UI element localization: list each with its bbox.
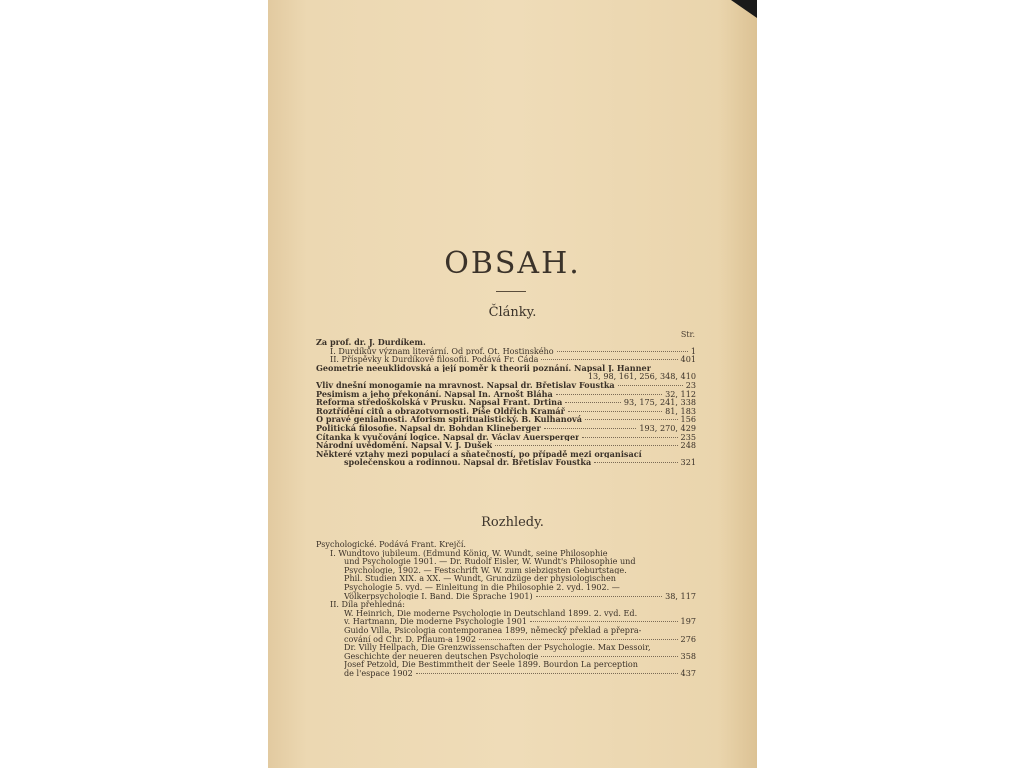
toc-entry-text: společenskou a rodinnou. Napsal dr. Břetislav Foustka — [344, 458, 592, 467]
dot-leader — [541, 359, 677, 360]
toc-entry — [316, 557, 696, 566]
toc-page-number: 93, 175, 241, 338 — [623, 397, 696, 408]
dot-leader — [618, 385, 683, 386]
page-column-label: Str. — [680, 330, 695, 339]
dot-leader — [556, 394, 662, 395]
dot-leader — [594, 462, 677, 463]
toc-entry — [316, 617, 696, 626]
toc-entry-text: I. Durdíkův význam literární. Od prof. Ot. Hostinského — [330, 346, 554, 356]
toc-entry-text: II. Díla přehledná: — [330, 600, 405, 609]
toc-entry — [316, 372, 696, 381]
toc-entry — [316, 355, 696, 364]
toc-entry — [316, 626, 696, 635]
page-title: OBSAH. — [444, 246, 581, 281]
toc-entry — [316, 669, 696, 678]
toc-page-number: 358 — [680, 650, 696, 661]
toc-page-number: 401 — [680, 354, 696, 365]
toc-entry-text: Reforma středoškolská v Prusku. Napsal Frant. Drtina — [316, 398, 563, 407]
toc-entry — [316, 407, 696, 416]
toc-entry-text: O pravé genialnosti. Aforism spiritualistický. B. Kulhanová — [316, 415, 582, 424]
toc-entry — [316, 660, 696, 669]
toc-entry-text: Za prof. dr. J. Durdíkem. — [316, 338, 426, 347]
toc-page-number: 197 — [680, 616, 696, 627]
toc-page-number: 1 — [690, 345, 696, 356]
book-page — [268, 0, 757, 768]
toc-entry-text: Josef Petzold, Die Bestimmtheit der Seele 1899. Bourdon La perception — [344, 660, 639, 669]
toc-entry — [316, 398, 696, 407]
toc-entry-text: W. Heinrich, Die moderne Psychologie in Deutschland 1899. 2. vyd. Ed. — [344, 608, 638, 618]
dot-leader — [565, 402, 621, 403]
toc-entry — [316, 609, 696, 618]
section-heading-rozhledy: Rozhledy. — [481, 515, 544, 530]
toc-entry-text: cování od Chr. D. Pflaum-a 1902 — [344, 634, 476, 644]
toc-page-number: 32, 112 — [665, 388, 696, 399]
toc-page-number: 437 — [680, 667, 696, 678]
toc-entry — [316, 347, 696, 356]
toc-entry-text: Geschichte der neueren deutschen Psychologie — [344, 651, 539, 661]
toc-entry-text: Dr. Villy Hellpach, Die Grenzwissenschaften der Psychologie. Max Dessoir, — [344, 643, 651, 652]
toc-entry — [316, 583, 696, 592]
toc-entry-text: Guido Villa, Psicologia contemporanea 1899, německý překlad a přepra- — [344, 625, 642, 635]
torn-corner — [731, 0, 757, 18]
toc-entry-text: Politická filosofie. Napsal dr. Bohdan Klineberger — [316, 423, 541, 433]
toc-page-number: 276 — [680, 633, 696, 644]
toc-entry-text: Vliv dnešní monogamie na mravnost. Napsal dr. Břetislav Foustka — [316, 380, 615, 390]
toc-entry — [316, 566, 696, 575]
dot-leader — [479, 639, 678, 640]
toc-entry-text: Čítanka k vyučování logice. Napsal dr. Václav Auersperger — [316, 432, 580, 442]
toc-entry-text: de l'espace 1902 — [344, 668, 413, 678]
toc-entry — [316, 381, 696, 390]
toc-page-number: 156 — [680, 414, 696, 425]
toc-page-number: 248 — [680, 440, 696, 451]
dot-leader — [585, 419, 678, 420]
toc-entry — [316, 643, 696, 652]
dot-leader — [530, 621, 678, 622]
dot-leader — [495, 445, 677, 446]
toc-entry-text: Geometrie neeuklidovská a její poměr k theorii poznání. Napsal J. Hanner — [316, 363, 651, 373]
dot-leader — [536, 596, 662, 597]
toc-entry — [316, 441, 696, 450]
dot-leader — [416, 673, 678, 674]
toc-entry — [316, 592, 696, 601]
dot-leader — [557, 351, 688, 352]
toc-entry — [316, 635, 696, 644]
toc-entry-text: Psychologické. Podává Frant. Krejčí. — [316, 540, 466, 549]
dot-leader — [568, 411, 662, 412]
title-underline — [496, 291, 526, 292]
toc-entry — [316, 450, 696, 459]
dot-leader — [582, 437, 677, 438]
toc-entry — [316, 540, 696, 549]
dot-leader — [541, 656, 677, 657]
toc-entry — [316, 433, 696, 442]
toc-entry — [316, 338, 696, 347]
toc-page-number: 23 — [685, 379, 696, 390]
toc-entry-text: Některé vztahy mezi populací a sňatečností, po případě mezi organisací — [316, 449, 642, 459]
toc-entry — [316, 549, 696, 558]
reviews-list — [316, 540, 696, 678]
toc-entry — [316, 652, 696, 661]
toc-page-number: 235 — [680, 431, 696, 442]
toc-entry-text: v. Hartmann, Die moderne Psychologie 1901 — [344, 617, 528, 626]
toc-entry-text: Völkerpsychologie I. Band. Die Sprache 1901) — [344, 591, 533, 601]
toc-entry — [316, 600, 696, 609]
toc-entry-text: I. Wundtovo jubileum. (Edmund König, W. Wundt, seine Philosophie — [330, 548, 608, 558]
toc-page-number: 321 — [680, 457, 696, 468]
toc-entry-text: Psychologie, 1902. — Festschrift W. W. zum siebzigsten Geburtstage. — [344, 565, 627, 575]
toc-entry-text: Roztřídění citů a obrazotvornosti. Píše Oldřich Kramář — [316, 406, 565, 416]
toc-entry — [316, 458, 696, 467]
articles-list — [316, 338, 696, 467]
section-heading-clanky: Články. — [488, 305, 537, 320]
toc-entry-text: Pesimism a jeho překonání. Napsal In. Arnošt Bláha — [316, 389, 553, 399]
toc-entry-text: Národní uvědomění. Napsal V. J. Dušek — [316, 441, 493, 450]
toc-entry — [316, 574, 696, 583]
toc-page-number: 81, 183 — [665, 405, 696, 416]
toc-page-number: 38, 117 — [665, 590, 696, 601]
toc-entry — [316, 424, 696, 433]
toc-entry-text: II. Příspěvky k Durdíkově filosofii. Podává Fr. Čáda — [330, 355, 539, 364]
dot-leader — [544, 428, 637, 429]
toc-page-number: 13, 98, 161, 256, 348, 410 — [587, 371, 696, 382]
toc-page-number: 193, 270, 429 — [639, 422, 696, 433]
toc-entry-text: Phil. Studien XIX. a XX. — Wundt, Grundzüge der physiologischen — [344, 574, 617, 583]
toc-entry-text: Psychologie 5. vyd. — Einleitung in die Philosophie 2. vyd. 1902. — — [344, 582, 620, 592]
toc-entry-text: und Psychologie 1901. — Dr. Rudolf Eisler, W. Wundt's Philosophie und — [344, 557, 636, 566]
